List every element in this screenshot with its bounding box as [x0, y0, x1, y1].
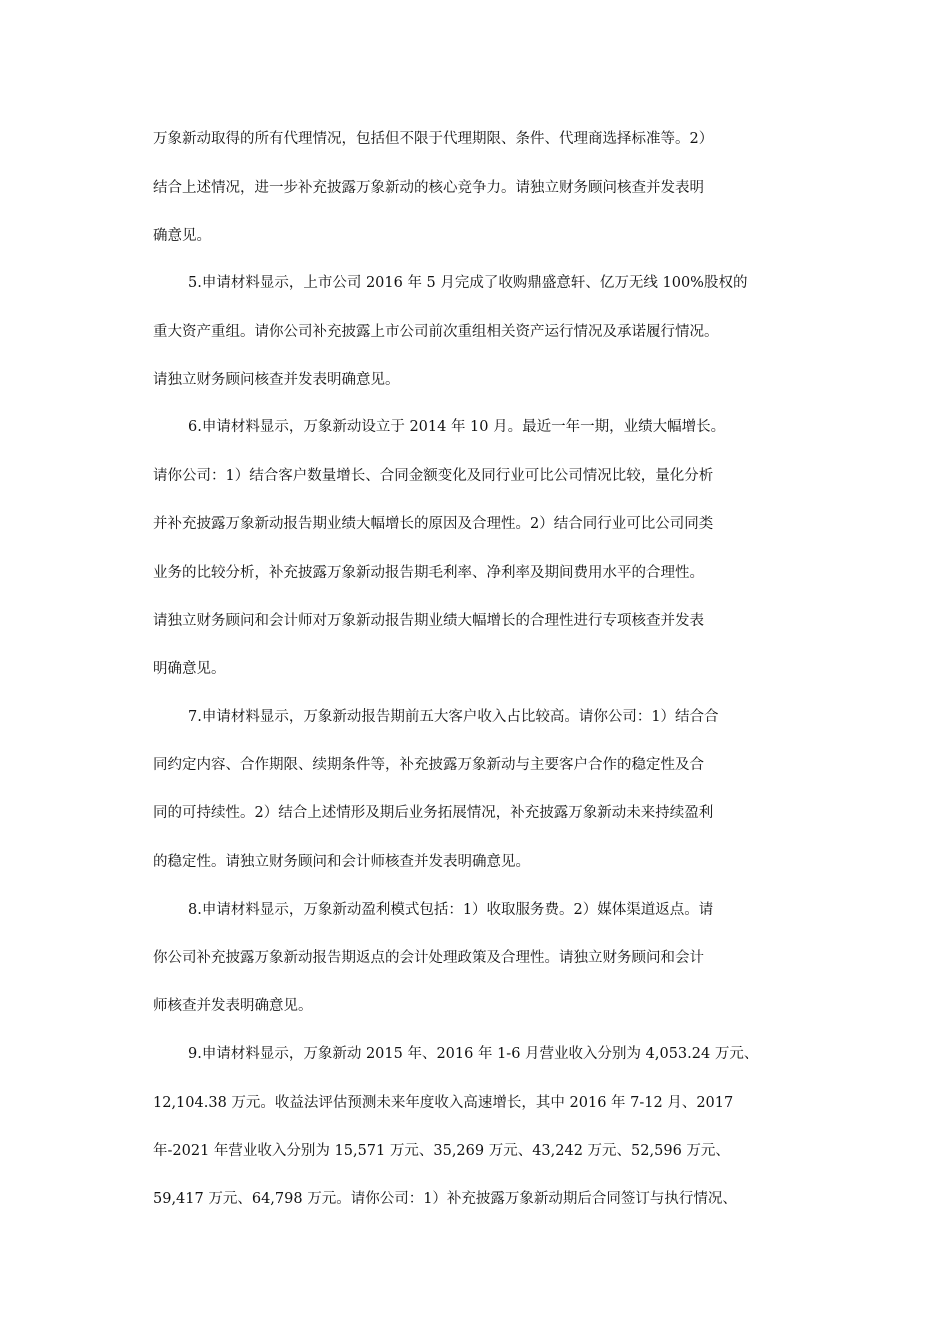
text-line: 请你公司：1）结合客户数量增长、合同金额变化及同行业可比公司情况比较，量化分析 [153, 468, 714, 484]
text-line: 6.申请材料显示，万象新动设立于 2014 年 10 月。最近一年一期，业绩大幅增长。 [188, 419, 726, 435]
text-line: 确意见。 [153, 228, 211, 244]
text-line: 并补充披露万象新动报告期业绩大幅增长的原因及合理性。2）结合同行业可比公司同类 [153, 516, 714, 532]
text-line: 请独立财务顾问核查并发表明确意见。 [153, 372, 400, 388]
text-line: 业务的比较分析，补充披露万象新动报告期毛利率、净利率及期间费用水平的合理性。 [153, 565, 704, 581]
text-line: 结合上述情况，进一步补充披露万象新动的核心竞争力。请独立财务顾问核查并发表明 [153, 180, 704, 196]
text-line: 的稳定性。请独立财务顾问和会计师核查并发表明确意见。 [153, 854, 530, 870]
text-line: 万象新动取得的所有代理情况，包括但不限于代理期限、条件、代理商选择标准等。2） [153, 131, 714, 147]
text-line: 明确意见。 [153, 661, 226, 677]
text-line: 5.申请材料显示，上市公司 2016 年 5 月完成了收购鼎盛意轩、亿万无线 100%股权的 [188, 275, 748, 291]
text-line: 同的可持续性。2）结合上述情形及期后业务拓展情况，补充披露万象新动未来持续盈利 [153, 805, 714, 821]
text-line: 你公司补充披露万象新动报告期返点的会计处理政策及合理性。请独立财务顾问和会计 [153, 950, 704, 966]
text-line: 9.申请材料显示，万象新动 2015 年、2016 年 1-6 月营业收入分别为 4,053.24 万元、 [188, 1046, 759, 1062]
text-line: 请独立财务顾问和会计师对万象新动报告期业绩大幅增长的合理性进行专项核查并发表 [153, 613, 704, 629]
text-line: 59,417 万元、64,798 万元。请你公司：1）补充披露万象新动期后合同签订与执行情况、 [153, 1191, 737, 1207]
text-line: 12,104.38 万元。收益法评估预测未来年度收入高速增长，其中 2016 年 7-12 月、2017 [153, 1095, 734, 1111]
text-line: 同约定内容、合作期限、续期条件等，补充披露万象新动与主要客户合作的稳定性及合 [153, 757, 704, 773]
text-line: 重大资产重组。请你公司补充披露上市公司前次重组相关资产运行情况及承诺履行情况。 [153, 324, 719, 340]
text-line: 7.申请材料显示，万象新动报告期前五大客户收入占比较高。请你公司：1）结合合 [188, 709, 719, 725]
text-line: 师核查并发表明确意见。 [153, 998, 313, 1014]
text-line: 8.申请材料显示，万象新动盈利模式包括：1）收取服务费。2）媒体渠道返点。请 [188, 902, 714, 918]
text-line: 年-2021 年营业收入分别为 15,571 万元、35,269 万元、43,242 万元、52,596 万元、 [153, 1143, 730, 1159]
